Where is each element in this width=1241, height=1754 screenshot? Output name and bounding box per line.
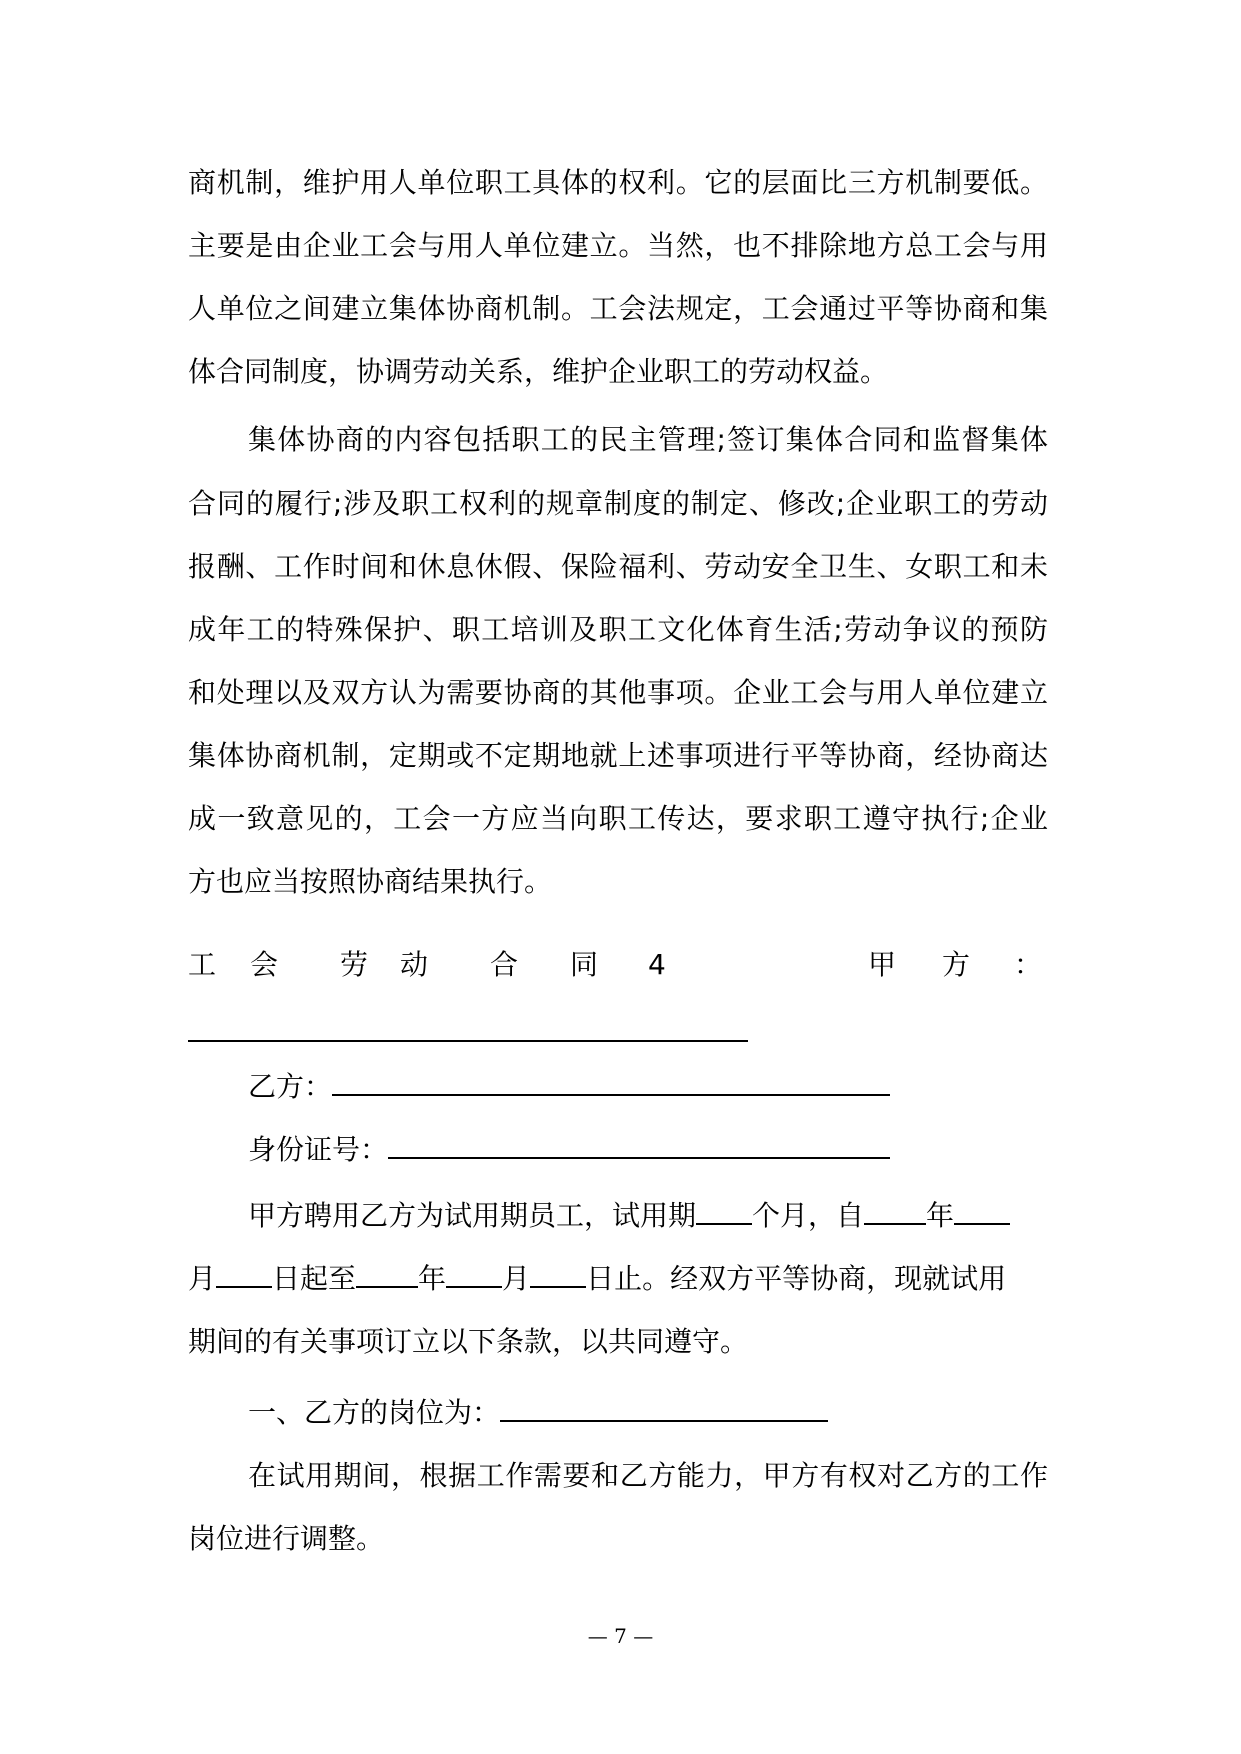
party-a-blank (188, 1040, 748, 1042)
title-char: 会 (250, 948, 279, 981)
paragraph-line: 成一致意见的，工会一方应当向职工传达，要求职工遵守执行;企业 (188, 802, 1048, 835)
adjust-line: 在试用期间，根据工作需要和乙方能力，甲方有权对乙方的工作 (248, 1459, 1048, 1492)
paragraph-line: 方也应当按照协商结果执行。 (188, 865, 553, 898)
end-year-blank (356, 1260, 418, 1288)
adjust-line: 岗位进行调整。 (188, 1522, 385, 1555)
trial-text: 年 (926, 1199, 955, 1232)
months-blank (696, 1197, 752, 1225)
trial-text: 日止。经双方平等协商，现就试用 (586, 1262, 1007, 1295)
end-day-blank (530, 1260, 586, 1288)
position-label: 一、乙方的岗位为： (248, 1396, 501, 1429)
position-blank (500, 1394, 828, 1422)
paragraph-line: 合同的履行;涉及职工权利的规章制度的制定、修改;企业职工的劳动 (188, 487, 1048, 520)
trial-text: 年 (418, 1262, 447, 1295)
position-line (248, 1393, 1048, 1433)
end-month-blank (446, 1260, 502, 1288)
paragraph-line: 体合同制度，协调劳动关系，维护企业职工的劳动权益。 (188, 355, 889, 388)
paragraph-line: 主要是由企业工会与用人单位建立。当然，也不排除地方总工会与用 (188, 229, 1048, 262)
id-number-blank (388, 1131, 890, 1159)
trial-text: 日起至 (272, 1262, 357, 1295)
title-char: 4 (648, 948, 666, 981)
trial-line-2 (188, 1259, 1048, 1299)
party-b-label: 乙方： (248, 1070, 333, 1103)
paragraph-line: 成年工的特殊保护、职工培训及职工文化体育生活;劳动争议的预防 (188, 613, 1048, 646)
trial-text: 月 (502, 1262, 531, 1295)
title-char: 工 (188, 948, 217, 981)
title-char: 合 (490, 948, 519, 981)
paragraph-line: 报酬、工作时间和休息休假、保险福利、劳动安全卫生、女职工和未 (188, 550, 1048, 583)
paragraph-line: 集体协商的内容包括职工的民主管理;签订集体合同和监督集体 (248, 423, 1048, 456)
start-day-blank (216, 1260, 272, 1288)
paragraph-line: 人单位之间建立集体协商机制。工会法规定，工会通过平等协商和集 (188, 292, 1048, 325)
party-b-line (248, 1067, 1048, 1107)
trial-line-3: 期间的有关事项订立以下条款，以共同遵守。 (188, 1325, 749, 1358)
party-a-char: 甲 (868, 948, 897, 981)
title-char: 劳 (340, 948, 369, 981)
paragraph-line: 和处理以及双方认为需要协商的其他事项。企业工会与用人单位建立 (188, 676, 1048, 709)
trial-text: 甲方聘用乙方为试用期员工，试用期 (248, 1199, 697, 1232)
start-month-blank (954, 1197, 1010, 1225)
start-year-blank (864, 1197, 926, 1225)
paragraph-line: 商机制，维护用人单位职工具体的权利。它的层面比三方机制要低。 (188, 166, 1048, 199)
party-a-char: ： (1014, 948, 1043, 981)
party-b-blank (332, 1068, 890, 1096)
trial-line-1 (248, 1196, 1048, 1236)
trial-text: 月 (188, 1262, 217, 1295)
paragraph-line: 集体协商机制，定期或不定期地就上述事项进行平等协商，经协商达 (188, 739, 1048, 772)
page-number: — 7 — (587, 1624, 654, 1648)
title-char: 动 (400, 948, 429, 981)
party-a-char: 方 (942, 948, 971, 981)
title-char: 同 (570, 948, 599, 981)
id-number-line (248, 1130, 1048, 1170)
id-number-label: 身份证号： (248, 1133, 389, 1166)
trial-text: 个月，自 (752, 1199, 865, 1232)
